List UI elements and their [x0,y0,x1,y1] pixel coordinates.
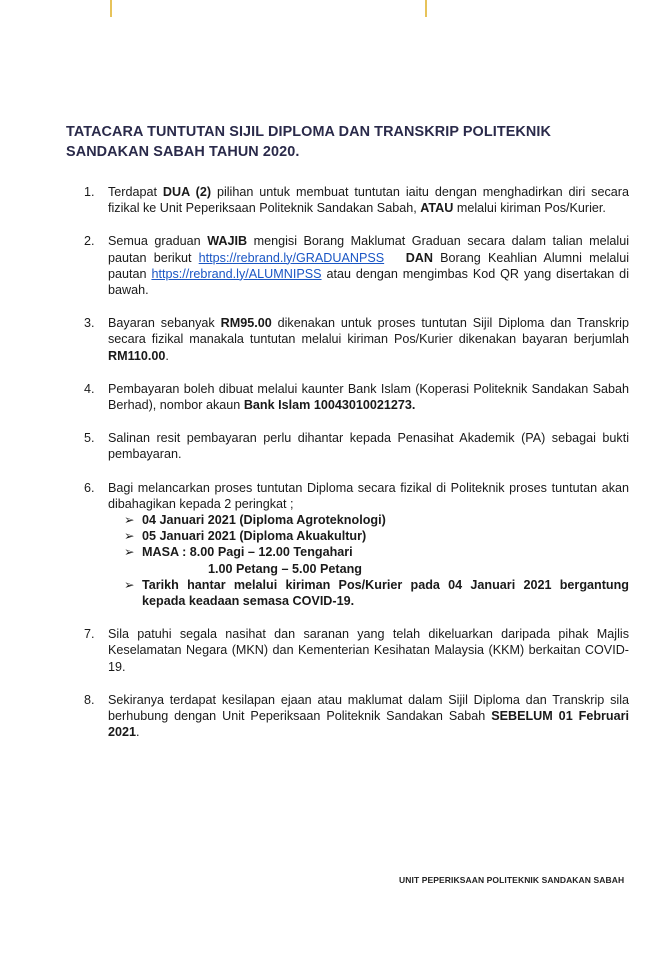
binder-mark-right [425,0,427,17]
arrow-bullet-icon: ➢ [124,545,135,560]
list-item: 7. Sila patuhi segala nasihat dan saranan yang telah dikeluarkan daripada pihak Majlis Keselamatan Negara (MKN) dan Kementerian Kesihatan Malaysia (KKM) berkaitan COVID-19. [84,627,629,674]
masa-afternoon: 1.00 Petang – 5.00 Petang [208,561,362,576]
arrow-bullet-icon: ➢ [124,529,135,544]
list-item: 4. Pembayaran boleh dibuat melalui kaunter Bank Islam (Koperasi Politeknik Sandakan Sabah Berhad), nombor akaun Bank Islam 10043010021273. [84,381,629,413]
bullet-item: ➢ 05 Januari 2021 (Diploma Akuakultur) [124,529,367,544]
list-item: 6. Bagi melancarkan proses tuntutan Diploma secara fizikal di Politeknik proses tuntutan akan dibahagikan kepada 2 peringkat ; ➢ 04 Januari 2021 (Diploma Agroteknologi) ➢ 05 Januari 2021 (Diploma Akuakultur) ➢ MASA : 8.00 Pagi – 12.00 Tengahari 1.00 Petang – 5.00 Petang ➢ Tarikh hantar melalui kiriman Pos/Kurier pada 04 Januari 2021 bergantung kepada keadaan semasa COVID-19. [84,480,629,609]
list-item: 8. Sekiranya terdapat kesilapan ejaan atau maklumat dalam Sijil Diploma dan Transkrip sila berhubung dengan Unit Peperiksaan Politeknik Sandakan Sabah SEBELUM 01 Februari 2021. [84,692,630,740]
list-item: 2. Semua graduan WAJIB mengisi Borang Maklumat Graduan secara dalam talian melalui pautan berikut https://rebrand.ly/GRADUANPSS DAN Borang Keahlian Alumni melalui pautan https://rebrand.ly/ALUMNIPSS atau dengan mengimbas Kod QR yang disertakan di bawah. [84,234,630,298]
item-number: 7. [84,627,95,642]
schedule-bullets [108,512,629,609]
bullet-item: ➢ MASA : 8.00 Pagi – 12.00 Tengahari 1.00 Petang – 5.00 Petang [124,544,629,576]
item-number: 3. [84,316,95,331]
bullet-item: ➢ Tarikh hantar melalui kiriman Pos/Kurier pada 04 Januari 2021 bergantung kepada keadaan semasa COVID-19. [124,577,629,609]
list-item: 3. Bayaran sebanyak RM95.00 dikenakan untuk proses tuntutan Sijil Diploma dan Transkrip secara fizikal manakala tuntutan melalui kiriman Pos/Kurier dikenakan bayaran berjumlah RM110.00. [84,316,629,363]
arrow-bullet-icon: ➢ [124,513,135,528]
item-number: 2. [84,234,95,249]
procedure-list [84,184,629,757]
binder-mark-left [110,0,112,17]
list-item: 5. Salinan resit pembayaran perlu dihantar kepada Penasihat Akademik (PA) sebagai bukti pembayaran. [84,431,629,462]
item-number: 6. [84,480,95,495]
item-number: 8. [84,692,95,707]
page-title: TATACARA TUNTUTAN SIJIL DIPLOMA DAN TRANSKRIP POLITEKNIK SANDAKAN SABAH TAHUN 2020. [66,124,552,160]
item-number: 1. [84,185,95,199]
bullet-item: ➢ 04 Januari 2021 (Diploma Agroteknologi) [124,513,386,528]
list-item: 1. Terdapat DUA (2) pilihan untuk membuat tuntutan iaitu dengan menghadirkan diri secara fizikal ke Unit Peperiksaan Politeknik Sandakan Sabah, ATAU melalui kiriman Pos/Kurier. [84,185,629,216]
item-number: 5. [84,431,95,446]
graduan-form-link[interactable]: https://rebrand.ly/GRADUANPSS [198,250,385,265]
alumni-form-link[interactable]: https://rebrand.ly/ALUMNIPSS [151,266,322,281]
arrow-bullet-icon: ➢ [124,577,135,592]
footer-unit-name: UNIT PEPERIKSAAN POLITEKNIK SANDAKAN SABAH [399,875,625,885]
item-number: 4. [84,381,95,396]
